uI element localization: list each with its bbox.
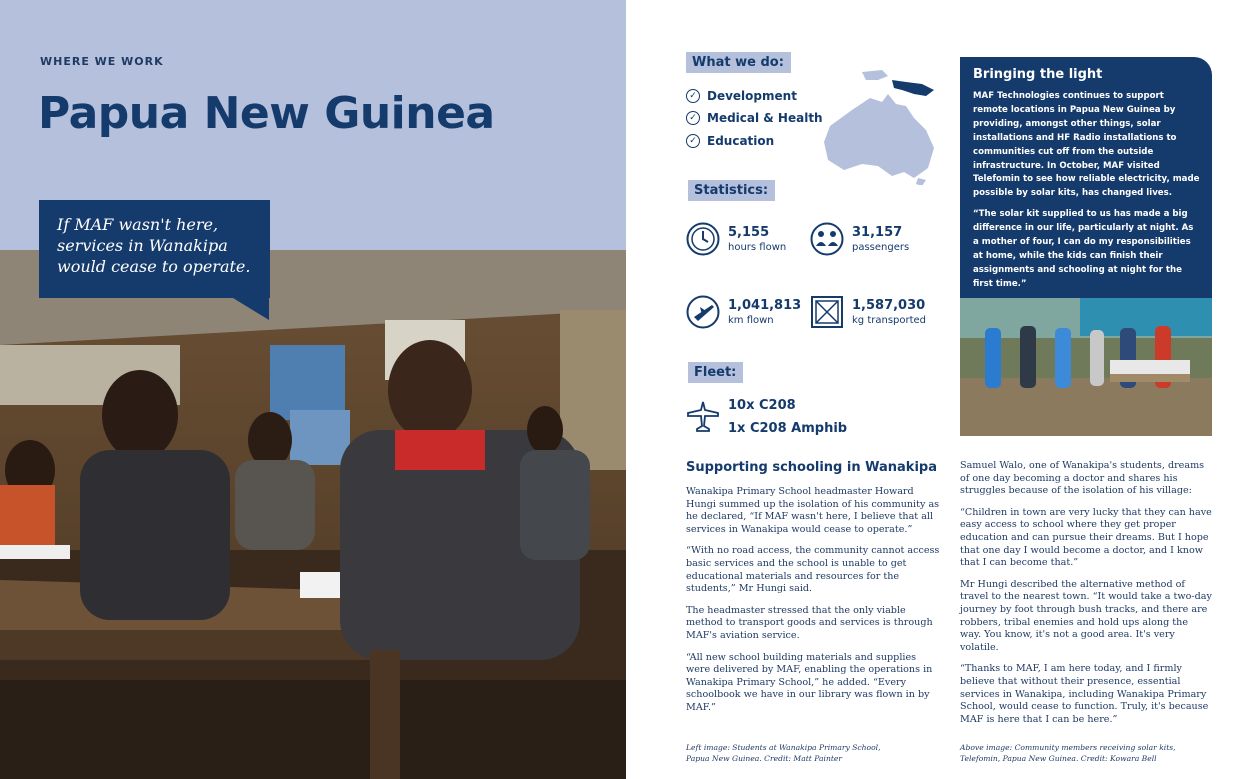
pull-quote-line: services in Wanakipa (57, 236, 228, 255)
clock-icon (686, 222, 720, 256)
stat-label: passengers (852, 242, 910, 253)
plane-icon (686, 295, 720, 329)
caption-line: Left image: Students at Wanakipa Primary School, (686, 743, 881, 752)
caption-line: Papua New Guinea. Credit: Matt Painter (686, 753, 843, 763)
stat-label: km flown (728, 315, 774, 326)
what-we-do-heading: What we do: (686, 52, 791, 73)
stat-value: 5,155 (728, 225, 770, 240)
fleet-line: 1x C208 Amphib (728, 421, 848, 436)
pull-quote-line: would cease to operate. (57, 257, 251, 276)
stat-label: kg transported (852, 315, 927, 326)
stat-hours (686, 222, 786, 256)
article-column-2 (960, 460, 1212, 735)
article-paragraph: “All new school building materials and supplies were delivered by MAF, enabling the operations in Wanakipa Primary School,” he added. “Every schoolbook we have in our library was flown in by MAF.” (686, 651, 933, 713)
sidebar-paragraph: MAF Technologies continues to support remote locations in Papua New Guinea by providing, amongst other things, solar installations and HF Radio installations to communities cut off from the outside infrastructure. In October, MAF visited Telefomin to see how reliable electricity, made possible by solar kits, has changed lives. (973, 91, 1200, 199)
classroom-photo (0, 250, 626, 779)
what-we-do-label: Development (707, 89, 797, 103)
article-paragraph: Samuel Walo, one of Wanakipa's students, dreams of one day becoming a doctor and shares his struggles because of the isolation of his village: (960, 460, 1205, 497)
caption-left (686, 743, 881, 764)
stat-km (686, 295, 801, 329)
pull-quote-line: If MAF wasn't here, (57, 215, 219, 234)
what-we-do-item (686, 111, 823, 125)
article-column-1 (686, 486, 942, 724)
people-icon (810, 222, 844, 256)
fleet-heading: Fleet: (688, 362, 743, 383)
solar-kit-photo (960, 298, 1212, 436)
aircraft-icon (686, 400, 720, 434)
page-title: Papua New Guinea (38, 88, 495, 139)
stat-label: hours flown (728, 242, 787, 253)
article-paragraph: Wanakipa Primary School headmaster Howard Hungi summed up the isolation of his community as he declared, “If MAF wasn't here, I believe that all services in Wanakipa would cease to operate.” (686, 486, 940, 535)
caption-line: Above image: Community members receiving solar kits, (960, 743, 1176, 752)
article-paragraph: Mr Hungi described the alternative method of travel to the nearest town. “It would take a two-day journey by foot through bush tracks, and there are robbers, tribal enemies and hold ups along the way. You know, it's not a good area. It's very volatile. (960, 578, 1212, 653)
what-we-do-label: Medical & Health (707, 111, 823, 125)
australia-png-map-icon (822, 60, 940, 185)
stat-value: 31,157 (852, 225, 903, 240)
left-page (0, 0, 626, 779)
check-circle-icon: ✓ (686, 89, 700, 103)
statistics-heading: Statistics: (688, 180, 775, 201)
crate-icon (810, 295, 844, 329)
fleet-line: 10x C208 (728, 398, 796, 413)
pull-quote-tail (233, 298, 269, 320)
section-kicker: WHERE WE WORK (40, 55, 164, 68)
stat-value: 1,041,813 (728, 298, 802, 313)
what-we-do-item (686, 89, 797, 103)
sidebar-heading: Bringing the light (973, 67, 1103, 82)
pull-quote (39, 200, 270, 298)
article-paragraph: “With no road access, the community cannot access basic services and the school is unable to get educational materials and resources for the students,” Mr Hungi said. (686, 545, 940, 595)
check-circle-icon: ✓ (686, 134, 700, 148)
sidebar-quote: “The solar kit supplied to us has made a big difference in our life, particularly at night. As a mother of four, I can do my responsibilities at home, while the kids can finish their assignments and schooling at night for the first time.” (973, 209, 1194, 289)
what-we-do-label: Education (707, 134, 775, 148)
stat-passengers (810, 222, 909, 256)
stat-kg (810, 295, 926, 329)
article-paragraph: “Thanks to MAF, I am here today, and I firmly believe that without their presence, essential services in Wanakipa, including Wanakipa Primary School, would cease to function. Truly, it's because MAF is here that I can be here.” (960, 663, 1209, 725)
sidebar-box (960, 57, 1212, 298)
article-paragraph: “Children in town are very lucky that they can have easy access to school where they get proper education and can pursue their dreams. But I hope that one day I would become a doctor, and I know that I can become that.” (960, 506, 1212, 569)
article-heading: Supporting schooling in Wanakipa (686, 460, 937, 475)
caption-right (960, 743, 1176, 764)
article-paragraph: The headmaster stressed that the only viable method to transport goods and services is through MAF's aviation service. (686, 604, 933, 641)
stat-value: 1,587,030 (852, 298, 926, 313)
caption-line: Telefomin, Papua New Guinea. Credit: Kowara Bell (960, 753, 1157, 763)
check-circle-icon: ✓ (686, 111, 700, 125)
what-we-do-item (686, 134, 774, 148)
